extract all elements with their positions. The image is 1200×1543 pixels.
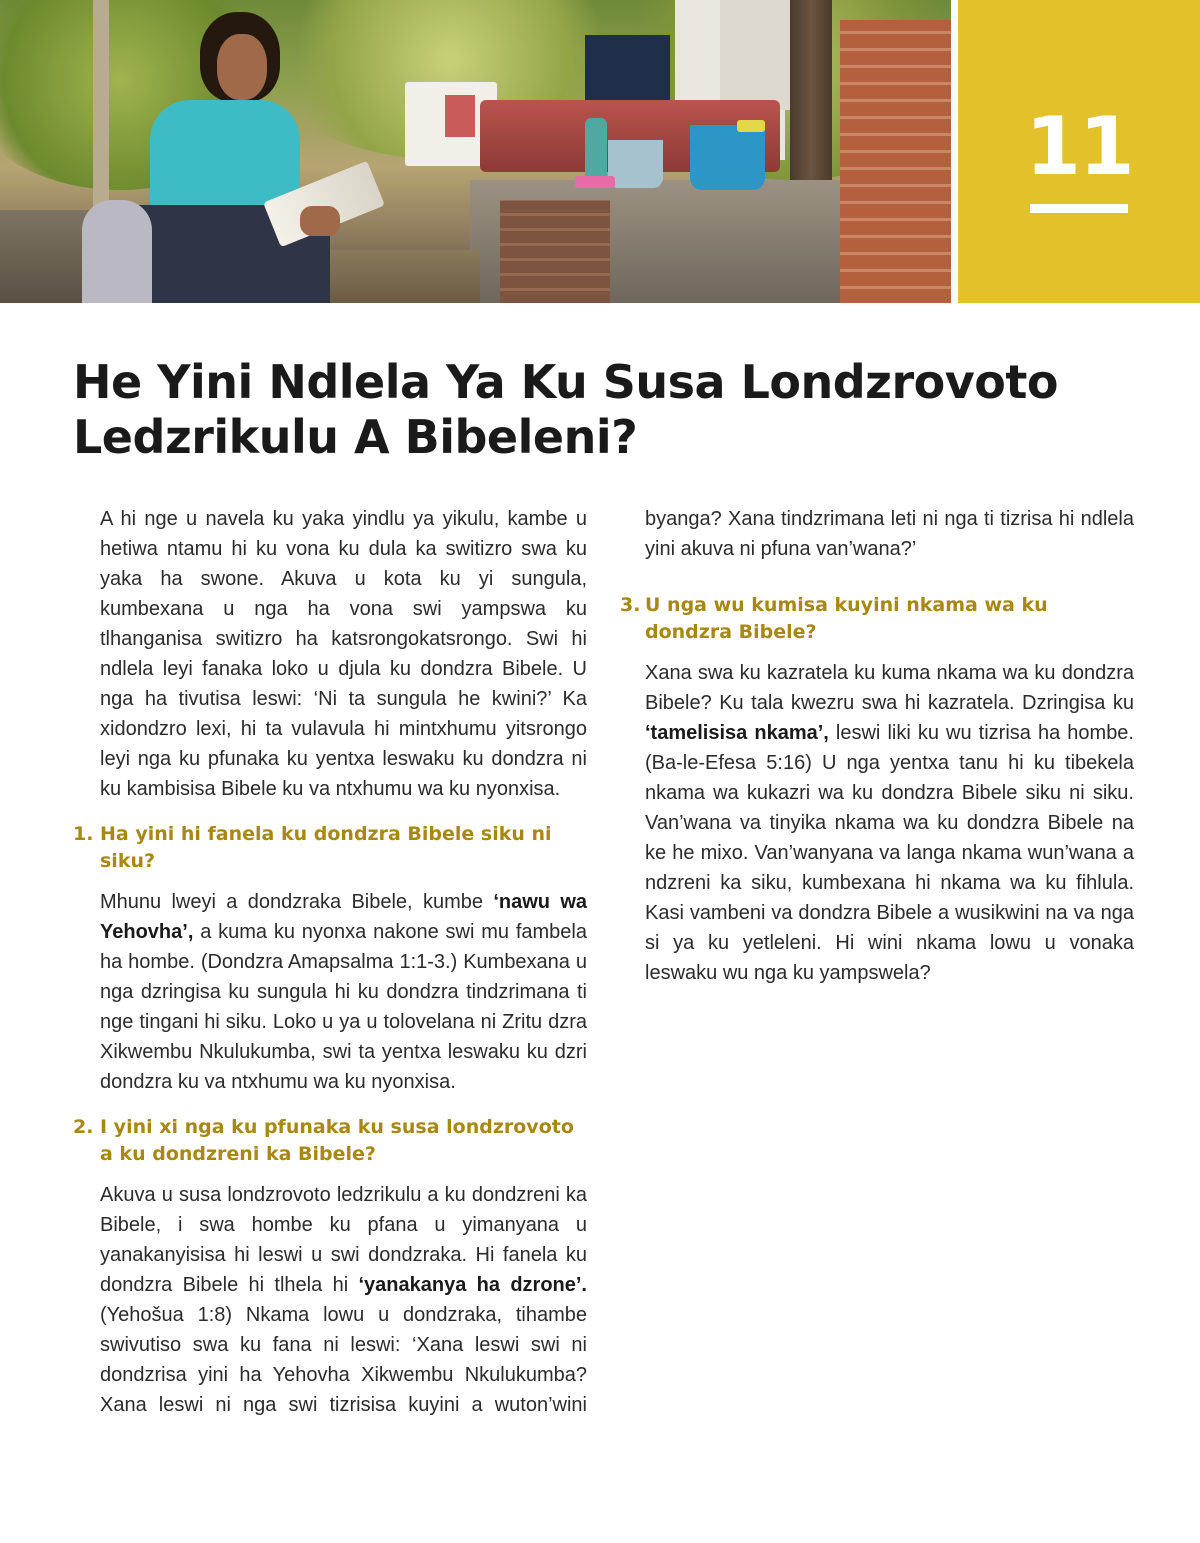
section-number: 3. [620,594,641,616]
lesson-number: 11 [1025,100,1133,193]
left-column [73,504,587,1420]
section-number: 1. [73,823,94,845]
emphasis-text: ‘nawu wa Yehovha’, [100,891,587,943]
section-heading-text: U nga wu kumisa kuyini nkama wa ku dondzra Bibele? [645,594,1048,643]
badge-rule [1030,204,1128,213]
section-paragraph-2 [73,1180,587,1420]
page-title: He Yini Ndlela Ya Ku Susa Londzrovoto Ledzrikulu A Bibeleni? [73,355,1058,464]
header-photo [0,0,951,303]
emphasis-text: ‘yanakanya ha dzrone’. [358,1274,587,1296]
emphasis-text: ‘tamelisisa nkama’, [645,722,829,744]
section-heading-text: I yini xi nga ku pfunaka ku susa londzrovoto a ku dondzreni ka Bibele? [100,1116,574,1165]
paragraph-text: a kuma ku nyonxa nakone swi mu fambela ha hombe. (Dondzra Amapsalma 1:1-3.) Kumbexana u nga dzringisa ku sungula hi ku dondzra tindzrimana ti nge tingani hi siku. Loko u ya u tolovelana ni Zritu dzra Xikwembu Nkulukumba, swi ta yentxa leswaku ku dzri dondzra ku va ntxhumu wa ku nyonxisa. [100,921,587,1093]
paragraph-text: Xana swa ku kazratela ku kuma nkama wa ku dondzra Bibele? Ku tala kwezru swa hi kazratela. Dzringisa ku [645,662,1134,714]
paragraph-continuation [620,504,1134,564]
paragraph-text: (Yehošua 1:8) Nkama lowu u dondzraka, tihambe swivutiso swa ku fana ni leswi: ‘Xana leswi swi ni dondzrisa yini ha Yehovha Xikwembu Nkulukumba? Xana leswi ni nga swi tizrisisa kuyini a wuton’wini [100,1304,587,1416]
section-heading-2 [73,1114,587,1168]
section-heading-3 [620,592,1134,646]
intro-paragraph: A hi nge u navela ku yaka yindlu ya yikulu, kambe u hetiwa ntamu hi ku vona ku dula ka switizro swa ku yaka ha swone. Akuva u kota ku yi sungula, kumbexana u nga ha vona swi yampswa ku tlhanganisa switizro ha katsrongokatsrongo. Swi hi ndlela leyi fanaka loko u djula ku dondzra Bibele. U nga ha tivutisa leswi: ‘Ni ta sungula he kwini?’ Ka xidondzro lexi, hi ta vulavula hi mintxhumu yitsrongo leyi nga ku pfunaka ku yentxa leswaku ku dondzra ni ku kambisisa Bibele ku va ntxhumu wa ku nyonxisa. [100,508,587,800]
section-heading-text: Ha yini hi fanela ku dondzra Bibele siku ni siku? [100,823,552,872]
paragraph-text: Akuva u susa londzrovoto ledzrikulu a ku dondzreni ka Bibele, i swa hombe ku pfana u yimanyana u yanakanyisisa hi leswi u swi dondzraka. Hi fanela ku dondzra Bibele hi tlhela hi [100,1184,587,1296]
section-paragraph-2-continued [620,504,1134,564]
right-column [620,504,1134,1004]
paragraph-text: leswi liki ku wu tizrisa ha hombe. (Ba-le-Efesa 5:16) U nga yentxa tanu hi ku tibekela nkama wa kukazri wa ku dondzra Bibele siku ni siku. Van’wana va tinyika nkama wa ku dondzra Bibele na ke he mixo. Van’wanyana va langa nkama wun’wana a ndzreni ka siku, kumbexana hi nkama wa ku fihlula. Kasi vambeni va dondzra Bibele a wusikwini na va nga si ya ku yetleleni. Hi wini nkama lowu u vonaka leswaku wu nga ku yampswela? [645,722,1134,984]
paragraph-text: Mhunu lweyi a dondzraka Bibele, kumbe [100,891,494,913]
section-paragraph-3 [620,658,1134,988]
section-paragraph-1 [73,887,587,1097]
paragraph-clip-top [73,1180,587,1420]
section-heading-1 [73,821,587,875]
lesson-number-badge [958,0,1200,303]
paragraph-text: byanga? Xana tindzrimana leti ni nga ti tizrisa hi ndlela yini akuva ni pfuna van’wana?’ [645,508,1134,560]
section-number: 2. [73,1116,94,1138]
